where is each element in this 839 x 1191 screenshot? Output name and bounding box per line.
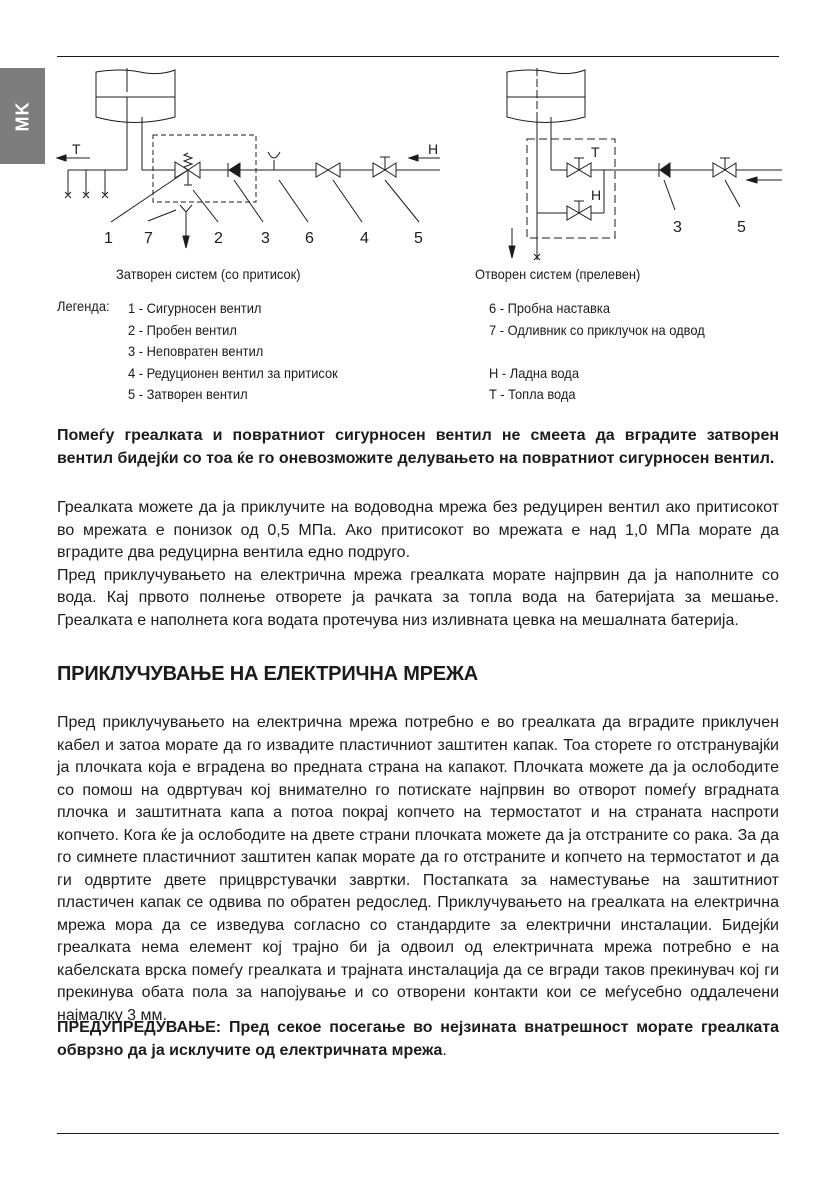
legend-left (128, 298, 338, 406)
legend-item: 7 - Одливник со приклучок на одвод (489, 321, 705, 338)
warning-bold: ПРЕДУПРЕДУВАЊЕ: Пред секое посегање во нејзината внатрешност морате греалката обврзно да ја исклучите од електричната мрежа (57, 1019, 779, 1059)
open-system-diagram (507, 68, 782, 260)
closed-system-diagram (57, 68, 440, 248)
legend-item: T - Топла вода (489, 386, 576, 402)
open-callout-3: 3 (673, 219, 682, 236)
callout-7: 7 (144, 230, 153, 247)
callout-1: 1 (104, 230, 113, 247)
closed-cold-label: H (428, 141, 439, 157)
legend-item: 4 - Редуционен вентил за притисок (128, 364, 338, 381)
water-connection-text (57, 497, 779, 632)
bottom-rule (57, 1133, 779, 1134)
electric-warning (57, 1017, 779, 1062)
valve-warning: Помеѓу греалката и повратниот сигурносен вентил не смеета да вградите затворен вентил бидејќи со тоа ќе го оневозможите делувањето на повратниот сигурносен вентил. (57, 427, 779, 467)
section-heading: ПРИКЛУЧУВАЊЕ НА ЕЛЕКТРИЧНА МРЕЖА (57, 663, 479, 685)
callout-2: 2 (214, 230, 223, 247)
legend-item: 5 - Затворен вентил (128, 386, 248, 402)
legend-item: 3 - Неповратен вентил (128, 343, 264, 359)
callout-6: 6 (305, 230, 314, 247)
paragraph: Пред приклучувањето на електрична мрежа греалката морате најпрвин да ја наполните со вода. Кај првото полнење отворете ја рачката за топла вода на батеријата за мешање. Греалката е наполнета кога водата протечува низ изливната цевка на мешалната батерија. (57, 566, 779, 629)
legend-spacer (489, 341, 705, 363)
legend-right (489, 298, 705, 406)
paragraph: Греалката можете да ја приклучите на водоводна мрежа без редуцирен вентил ако притисокот во мрежата е понизок од 0,5 МПа. Ако притисокот во мрежата е над 1,0 МПа морате да вградите два редуцирна вентила едно подруго. (57, 499, 779, 561)
warning-tail: . (442, 1041, 447, 1059)
legend-label: Легенда: (57, 298, 110, 314)
closed-system-caption: Затворен систем (со притисок) (116, 266, 301, 282)
callout-3: 3 (261, 230, 270, 247)
open-callout-5: 5 (737, 219, 746, 236)
legend-item: 1 - Сигурносен вентил (128, 300, 262, 316)
open-cold-label: H (591, 187, 602, 203)
language-tab-label: MK (12, 101, 32, 131)
open-system-caption: Отворен систем (прелевен) (475, 266, 641, 282)
legend-item: 6 - Пробна наставка (489, 300, 610, 316)
open-hot-label: T (591, 144, 600, 160)
electric-connection-text: Пред приклучувањето на електрична мрежа потребно е во греалката да вградите приклучен кабел и затоа морате да го извадите пластичниот заштитен капак. Тоа сторете го отстранувајќи ја плочката која е вградена во предната страна на капакот. Плочката можете да ја ослободите со помош на одвртувач кој внимателно го потискате најпрвин во отворот помеѓу вградната плочка и заштитната капа а потоа покрај копчето на термостатот и на страната наспроти копчето. Кога ќе ја ослободите на двете страни плочката можете да ја отстраните со рака. За да го симнете пластичниот заштитен капак морате да го отстраните и копчето на термостатот и да ги одвртите двете прицврстувачки завртки. Постапката за наместување на заштитниот пластичен капак се одвива по обратен редослед. Приклучувањето на греалката на електрична мрежа мора да се изведува согласно со стандардите за електрични инсталации. Бидејќи греалката нема елемент кој трајно би ја одвоил од електричната мрежа потребно е на кабелската врска помеѓу греалката и трајната инсталација да се вгради таков прекинувач кој ги прекинува обата пола за напојување и со отворени контакти кои се меѓусебно оддалечени најмалку 3 мм. (57, 714, 779, 1024)
legend-item: H - Ладна вода (489, 364, 580, 381)
top-rule (57, 56, 779, 57)
connection-diagram (0, 60, 839, 265)
legend-item: 2 - Пробен вентил (128, 321, 237, 338)
callout-4: 4 (360, 230, 369, 247)
callout-5: 5 (414, 230, 423, 247)
closed-hot-label: T (72, 141, 81, 157)
